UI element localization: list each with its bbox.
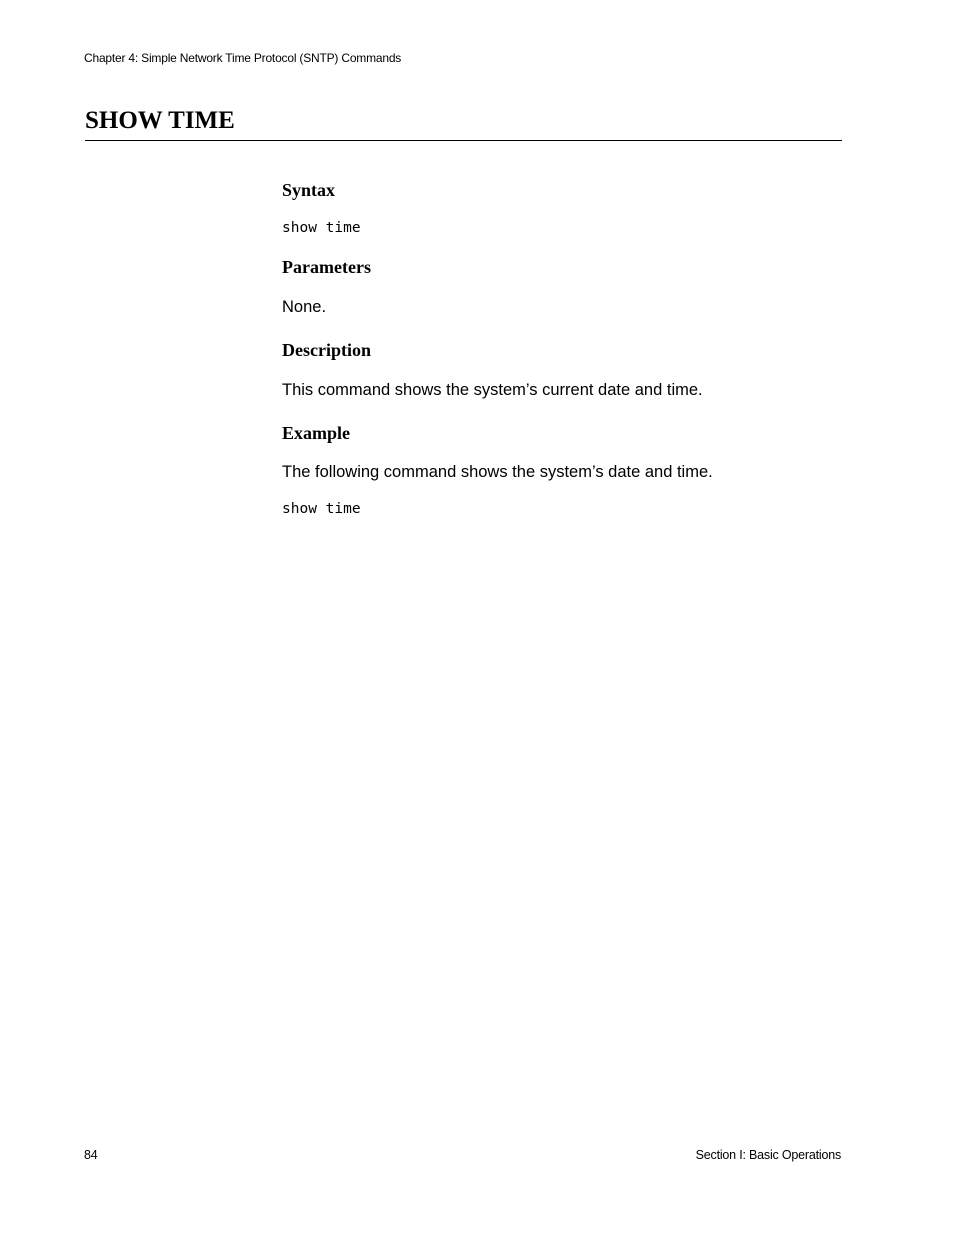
description-text: This command shows the system’s current date and time. [282, 381, 703, 399]
page-number: 84 [84, 1148, 98, 1162]
title-divider [85, 140, 842, 141]
example-code: show time [282, 501, 361, 517]
example-text: The following command shows the system’s date and time. [282, 463, 713, 481]
example-heading: Example [282, 423, 351, 443]
syntax-heading: Syntax [282, 180, 336, 200]
page-title: SHOW TIME [85, 107, 235, 134]
parameters-heading: Parameters [282, 257, 371, 277]
syntax-code: show time [282, 220, 361, 236]
footer-section-title: Section I: Basic Operations [695, 1148, 841, 1162]
running-header: Chapter 4: Simple Network Time Protocol (SNTP) Commands [84, 51, 402, 65]
description-heading: Description [282, 340, 371, 360]
parameters-text: None. [282, 298, 327, 316]
